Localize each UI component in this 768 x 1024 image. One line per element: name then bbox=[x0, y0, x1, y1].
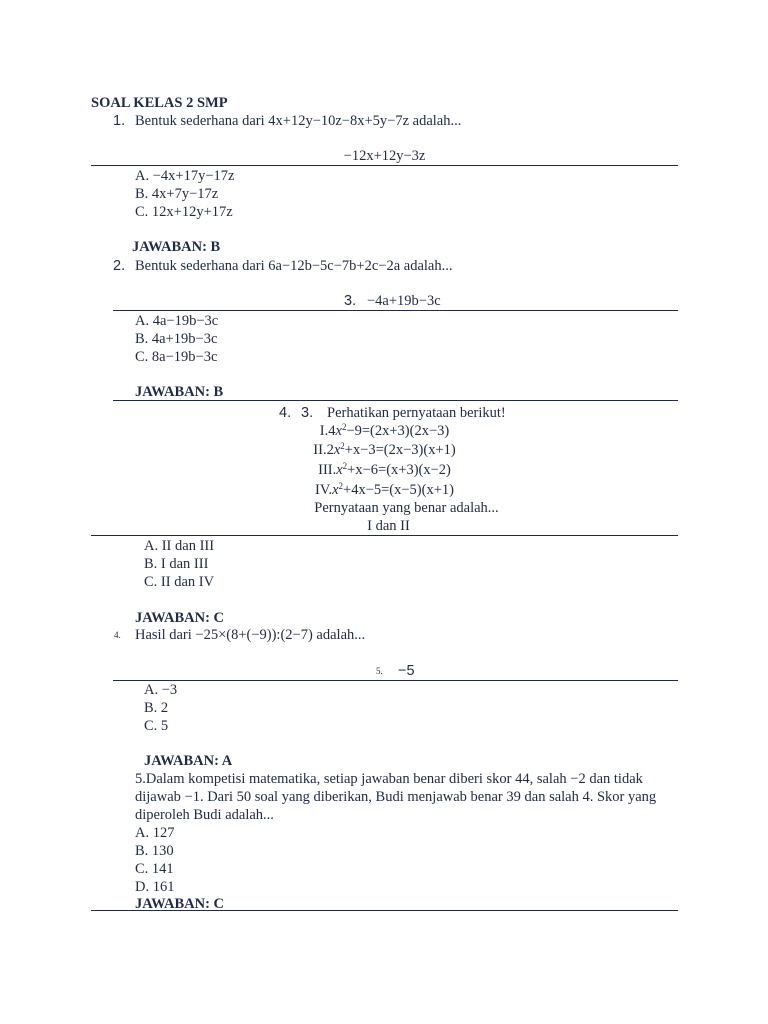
q5-option-c: C. 141 bbox=[135, 861, 174, 877]
q3-answer: JAWABAN: C bbox=[135, 610, 225, 626]
q2-answer-divider bbox=[113, 400, 678, 401]
q3-statement-2: $II.2x^2+x-3=(2x-3)(x+1)$ bbox=[313, 441, 456, 458]
q4-option-b: B. 2 bbox=[144, 700, 169, 716]
q4-divider bbox=[113, 680, 678, 681]
q4-centered-number: 5. bbox=[376, 666, 383, 676]
q5-option-a: A. 127 bbox=[135, 825, 175, 841]
q5-divider bbox=[91, 910, 678, 911]
q4-number: 4. bbox=[114, 630, 121, 640]
q5-option-d: D. 161 bbox=[135, 879, 175, 895]
q3-statement-1: $I.4x^2-9=(2x+3)(2x-3)$ bbox=[319, 422, 450, 439]
q4-option-c: C. 5 bbox=[144, 718, 169, 734]
q1-option-a: A. −4x+17y−17z bbox=[135, 168, 235, 184]
q1-option-c: C. 12x+12y+17z bbox=[135, 204, 233, 220]
q2-prompt: Bentuk sederhana dari 6a−12b−5c−7b+2c−2a adalah... bbox=[135, 258, 453, 274]
q2-option-a: A. 4a−19b−3c bbox=[135, 313, 219, 329]
q1-option-b: B. 4x+7y−17z bbox=[135, 186, 219, 202]
q3-option-b: B. I dan III bbox=[144, 556, 209, 572]
q5-option-b: B. 130 bbox=[135, 843, 174, 859]
q3-inner-number: 3. bbox=[301, 405, 314, 421]
q2-divider bbox=[113, 310, 678, 311]
q2-centered-answer: −4a+19b−3c bbox=[367, 293, 441, 309]
q3-centered-answer: I dan II bbox=[367, 518, 410, 534]
q3-outer-number: 4. bbox=[279, 405, 292, 421]
q1-prompt: Bentuk sederhana dari 4x+12y−10z−8x+5y−7z adalah... bbox=[135, 113, 462, 129]
q2-option-c: C. 8a−19b−3c bbox=[135, 349, 218, 365]
q4-centered-answer: −5 bbox=[398, 663, 415, 679]
q3-question: Pernyataan yang benar adalah... bbox=[314, 500, 499, 516]
document-title: SOAL KELAS 2 SMP bbox=[91, 95, 228, 111]
q5-answer: JAWABAN: C bbox=[135, 896, 225, 912]
q1-number: 1. bbox=[113, 113, 126, 129]
q4-prompt: Hasil dari −25×(8+(−9)):(2−7) adalah... bbox=[135, 627, 366, 643]
q1-answer: JAWABAN: B bbox=[132, 239, 221, 255]
q2-option-b: B. 4a+19b−3c bbox=[135, 331, 218, 347]
q3-prompt: Perhatikan pernyataan berikut! bbox=[327, 405, 506, 421]
q3-statement-3: $III.x^2+x-6=(x+3)(x-2)$ bbox=[318, 461, 451, 478]
q2-centered-number: 3. bbox=[344, 293, 357, 309]
q5-text: 5.Dalam kompetisi matematika, setiap jawaban benar diberi skor 44, salah −2 dan tidak dijawab −1. Dari 50 soal yang diberikan, Budi menjawab benar 39 dan salah 4. Skor yang diperoleh Budi adalah... bbox=[135, 771, 657, 823]
q2-answer: JAWABAN: B bbox=[135, 384, 224, 400]
q4-option-a: A. −3 bbox=[144, 682, 178, 698]
q3-option-a: A. II dan III bbox=[144, 538, 215, 554]
q1-divider bbox=[91, 165, 678, 166]
q3-statement-4: $IV.x^2+4x-5=(x-5)(x+1)$ bbox=[315, 481, 454, 498]
q3-option-c: C. II dan IV bbox=[144, 574, 215, 590]
q2-number: 2. bbox=[113, 258, 126, 274]
q1-centered-answer: −12x+12y−3z bbox=[343, 148, 426, 164]
q4-answer: JAWABAN: A bbox=[144, 753, 233, 769]
q3-divider bbox=[91, 535, 678, 536]
